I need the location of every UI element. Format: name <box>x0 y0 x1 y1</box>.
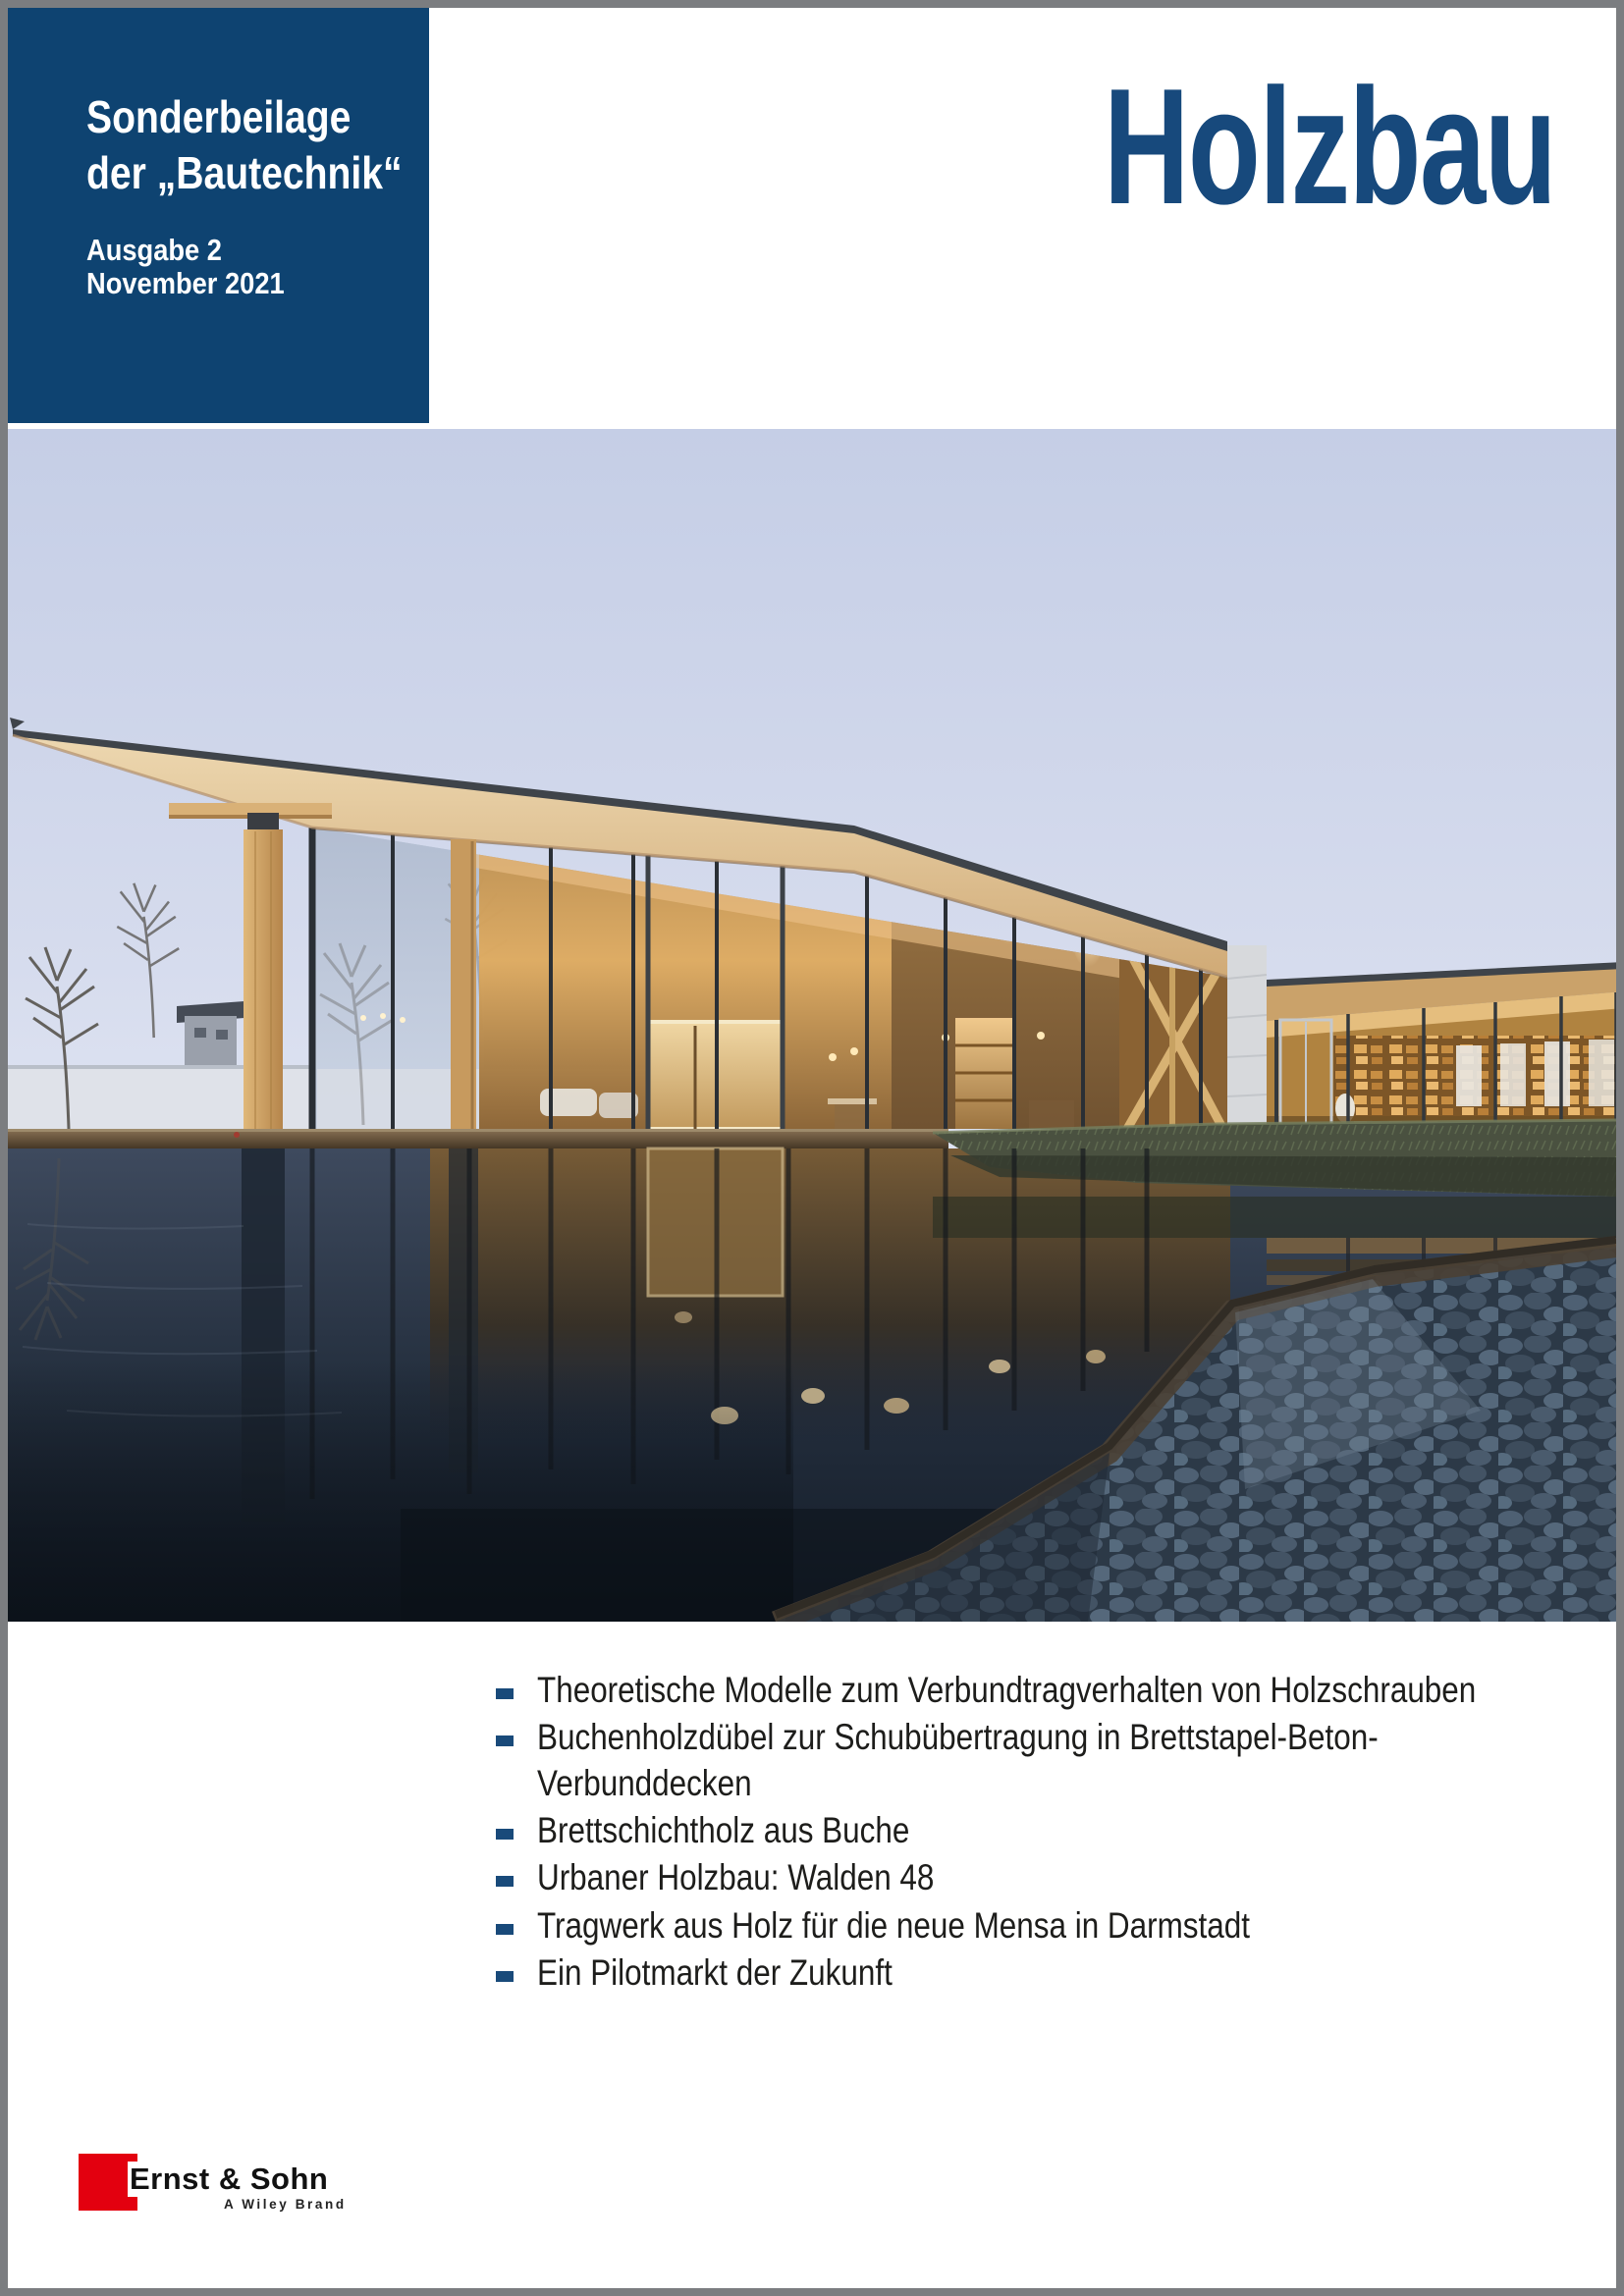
bullet-square <box>496 1971 514 1982</box>
supplement-issue-block <box>86 234 285 300</box>
supplement-title-line2: der „Bautechnik“ <box>86 147 403 198</box>
bullet-square <box>496 1829 514 1840</box>
contents-item-wrap: Verbunddecken <box>537 1763 752 1803</box>
cover-page <box>8 8 1616 2288</box>
publisher-name: Ernst & Sohn <box>130 2162 329 2196</box>
supplement-date: November 2021 <box>86 266 285 300</box>
supplement-box <box>8 8 429 423</box>
contents-item: Ein Pilotmarkt der Zukunft <box>537 1952 893 1993</box>
masthead-title: Holzbau <box>1103 54 1555 239</box>
publisher-tagline: A Wiley Brand <box>224 2197 347 2212</box>
contents-item: Tragwerk aus Holz für die neue Mensa in Darmstadt <box>537 1905 1250 1946</box>
contents-item: Brettschichtholz aus Buche <box>537 1810 910 1850</box>
bullet-square <box>496 1688 514 1699</box>
bullet-square <box>496 1876 514 1887</box>
bullet-square <box>496 1735 514 1746</box>
supplement-title-line1: Sonderbeilage <box>86 91 352 142</box>
bullet-square <box>496 1924 514 1935</box>
contents-item: Theoretische Modelle zum Verbundtragverhalten von Holzschrauben <box>537 1670 1477 1710</box>
supplement-issue: Ausgabe 2 <box>86 233 222 267</box>
contents-item: Buchenholzdübel zur Schubübertragung in Brettstapel-Beton- <box>537 1717 1379 1757</box>
supplement-title <box>86 89 403 201</box>
contents-item: Urbaner Holzbau: Walden 48 <box>537 1857 935 1897</box>
cover-photo <box>8 429 1616 1622</box>
